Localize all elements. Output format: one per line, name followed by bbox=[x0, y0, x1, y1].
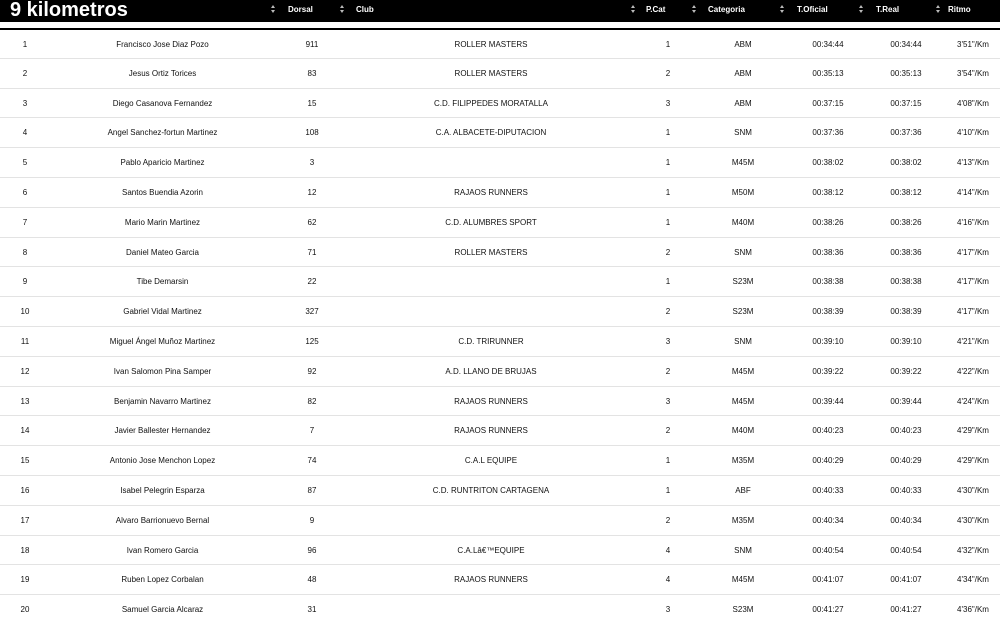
position-cell: 3 bbox=[22, 98, 28, 108]
runner-name-cell: Javier Ballester Hernandez bbox=[114, 426, 211, 436]
pcat-cell: 4 bbox=[665, 575, 671, 585]
runner-name-cell: Francisco Jose Diaz Pozo bbox=[116, 40, 209, 49]
official-time-cell: 00:41:07 bbox=[812, 575, 844, 585]
dorsal-cell: 31 bbox=[307, 605, 317, 615]
table-row[interactable] bbox=[0, 505, 1000, 535]
official-time-cell: 00:38:02 bbox=[812, 158, 844, 168]
pcat-cell: 1 bbox=[665, 485, 671, 495]
table-row[interactable] bbox=[0, 386, 1000, 416]
real-time-cell: 00:35:13 bbox=[890, 68, 922, 78]
pcat-cell: 1 bbox=[665, 187, 671, 197]
pcat-cell: 1 bbox=[665, 158, 671, 168]
club-cell: C.A.Lâ€™EQUIPE bbox=[457, 545, 525, 555]
pcat-cell: 1 bbox=[665, 217, 671, 227]
category-cell: SNM bbox=[734, 128, 752, 138]
dorsal-cell: 71 bbox=[307, 247, 317, 257]
dorsal-cell: 83 bbox=[307, 68, 317, 78]
pace-cell: 4'16"/Km bbox=[957, 217, 989, 227]
category-cell: M35M bbox=[731, 456, 755, 466]
club-cell: ROLLER MASTERS bbox=[454, 40, 528, 49]
category-cell: SNM bbox=[734, 545, 752, 555]
runner-name-cell: Santos Buendia Azorin bbox=[122, 187, 203, 197]
runner-name-cell: Angel Sanchez-fortun Martinez bbox=[107, 128, 218, 138]
pace-cell: 3'54"/Km bbox=[957, 68, 989, 78]
real-time-cell: 00:41:07 bbox=[890, 575, 922, 585]
column-header-ritmo[interactable]: Ritmo bbox=[948, 5, 971, 14]
dorsal-cell: 96 bbox=[307, 545, 317, 555]
club-cell: ROLLER MASTERS bbox=[454, 247, 528, 257]
real-time-cell: 00:39:44 bbox=[890, 396, 922, 406]
table-row[interactable] bbox=[0, 28, 1000, 58]
sort-icon[interactable] bbox=[692, 5, 697, 14]
dorsal-cell: 12 bbox=[307, 187, 317, 197]
category-cell: M40M bbox=[731, 426, 755, 436]
pace-cell: 4'22"/Km bbox=[957, 366, 989, 376]
category-cell: ABF bbox=[735, 485, 751, 495]
column-header-dorsal[interactable]: Dorsal bbox=[288, 5, 313, 14]
pace-cell: 4'10"/Km bbox=[957, 128, 989, 138]
table-row[interactable] bbox=[0, 88, 1000, 118]
category-cell: SNM bbox=[734, 247, 752, 257]
runner-name-cell: Pablo Aparicio Martinez bbox=[120, 158, 205, 168]
pcat-cell: 2 bbox=[665, 426, 671, 436]
table-row[interactable] bbox=[0, 147, 1000, 177]
official-time-cell: 00:37:36 bbox=[812, 128, 844, 138]
table-row[interactable] bbox=[0, 445, 1000, 475]
table-row[interactable] bbox=[0, 415, 1000, 445]
pcat-cell: 2 bbox=[665, 307, 671, 317]
club-cell bbox=[346, 148, 636, 177]
pcat-cell: 1 bbox=[665, 40, 671, 49]
sort-icon[interactable] bbox=[780, 5, 785, 14]
category-cell: M45M bbox=[731, 575, 755, 585]
dorsal-cell: 15 bbox=[307, 98, 317, 108]
real-time-cell: 00:40:29 bbox=[890, 456, 922, 466]
pace-cell: 4'34"/Km bbox=[957, 575, 989, 585]
real-time-cell: 00:37:15 bbox=[890, 98, 922, 108]
official-time-cell: 00:38:26 bbox=[812, 217, 844, 227]
pcat-cell: 2 bbox=[665, 515, 671, 525]
pcat-cell: 2 bbox=[665, 366, 671, 376]
position-cell: 12 bbox=[20, 366, 30, 376]
pace-cell: 4'30"/Km bbox=[957, 485, 989, 495]
category-cell: M40M bbox=[731, 217, 755, 227]
club-cell bbox=[346, 506, 636, 535]
sort-icon[interactable] bbox=[340, 5, 345, 14]
pace-cell: 4'17"/Km bbox=[957, 247, 989, 257]
category-cell: ABM bbox=[734, 68, 752, 78]
pace-cell: 4'32"/Km bbox=[957, 545, 989, 555]
pace-cell: 4'29"/Km bbox=[957, 456, 989, 466]
position-cell: 19 bbox=[20, 575, 30, 585]
runner-name-cell: Diego Casanova Fernandez bbox=[112, 98, 213, 108]
pace-cell: 4'17"/Km bbox=[957, 307, 989, 317]
runner-name-cell: Ivan Salomon Pina Samper bbox=[113, 366, 212, 376]
position-cell: 15 bbox=[20, 456, 30, 466]
dorsal-cell: 74 bbox=[307, 456, 317, 466]
pace-cell: 4'29"/Km bbox=[957, 426, 989, 436]
category-cell: S23M bbox=[732, 307, 754, 317]
sort-icon[interactable] bbox=[631, 5, 636, 14]
position-cell: 7 bbox=[22, 217, 28, 227]
official-time-cell: 00:39:10 bbox=[812, 336, 844, 346]
runner-name-cell: Mario Marin Martinez bbox=[124, 217, 201, 227]
category-cell: M50M bbox=[731, 187, 755, 197]
table-row[interactable] bbox=[0, 207, 1000, 237]
table-row[interactable] bbox=[0, 475, 1000, 505]
club-cell bbox=[346, 595, 636, 624]
sort-icon[interactable] bbox=[271, 5, 276, 14]
pace-cell: 4'14"/Km bbox=[957, 187, 989, 197]
position-cell: 14 bbox=[20, 426, 30, 436]
table-row[interactable] bbox=[0, 326, 1000, 356]
category-cell: S23M bbox=[732, 277, 754, 287]
table-row[interactable] bbox=[0, 356, 1000, 386]
club-cell: C.D. RUNTRITON CARTAGENA bbox=[432, 485, 550, 495]
pcat-cell: 4 bbox=[665, 545, 671, 555]
real-time-cell: 00:38:02 bbox=[890, 158, 922, 168]
table-row[interactable] bbox=[0, 237, 1000, 267]
sort-icon[interactable] bbox=[859, 5, 864, 14]
club-cell bbox=[346, 267, 636, 296]
page-title: 9 kilometros bbox=[10, 0, 128, 21]
dorsal-cell: 87 bbox=[307, 485, 317, 495]
real-time-cell: 00:37:36 bbox=[890, 128, 922, 138]
dorsal-cell: 3 bbox=[309, 158, 315, 168]
runner-name-cell: Isabel Pelegrin Esparza bbox=[120, 485, 205, 495]
table-header-bar bbox=[0, 0, 1000, 22]
pcat-cell: 3 bbox=[665, 396, 671, 406]
table-row[interactable] bbox=[0, 535, 1000, 565]
pace-cell: 4'13"/Km bbox=[957, 158, 989, 168]
dorsal-cell: 9 bbox=[309, 515, 315, 525]
club-cell: A.D. LLANO DE BRUJAS bbox=[445, 366, 537, 376]
position-cell: 20 bbox=[20, 605, 30, 615]
club-cell: RAJAOS RUNNERS bbox=[454, 426, 528, 436]
runner-name-cell: Antonio Jose Menchon Lopez bbox=[109, 456, 216, 466]
official-time-cell: 00:34:44 bbox=[812, 40, 844, 49]
official-time-cell: 00:40:33 bbox=[812, 485, 844, 495]
pcat-cell: 3 bbox=[665, 98, 671, 108]
pcat-cell: 3 bbox=[665, 336, 671, 346]
category-cell: SNM bbox=[734, 336, 752, 346]
official-time-cell: 00:38:38 bbox=[812, 277, 844, 287]
club-cell: C.D. ALUMBRES SPORT bbox=[445, 217, 537, 227]
runner-name-cell: Ruben Lopez Corbalan bbox=[121, 575, 204, 585]
pcat-cell: 2 bbox=[665, 247, 671, 257]
dorsal-cell: 911 bbox=[305, 40, 319, 49]
runner-name-cell: Jesus Ortiz Torices bbox=[128, 68, 197, 78]
club-cell: ROLLER MASTERS bbox=[454, 68, 528, 78]
category-cell: M45M bbox=[731, 396, 755, 406]
club-cell: C.D. TRIRUNNER bbox=[458, 336, 524, 346]
official-time-cell: 00:41:27 bbox=[812, 605, 844, 615]
official-time-cell: 00:35:13 bbox=[812, 68, 844, 78]
table-row[interactable] bbox=[0, 117, 1000, 147]
official-time-cell: 00:40:34 bbox=[812, 515, 844, 525]
real-time-cell: 00:39:22 bbox=[890, 366, 922, 376]
runner-name-cell: Tibe Demarsin bbox=[136, 277, 189, 287]
real-time-cell: 00:38:36 bbox=[890, 247, 922, 257]
real-time-cell: 00:39:10 bbox=[890, 336, 922, 346]
real-time-cell: 00:40:54 bbox=[890, 545, 922, 555]
runner-name-cell: Alvaro Barrionuevo Bernal bbox=[115, 515, 210, 525]
dorsal-cell: 125 bbox=[305, 336, 319, 346]
position-cell: 2 bbox=[22, 68, 28, 78]
table-row[interactable] bbox=[0, 266, 1000, 296]
official-time-cell: 00:39:22 bbox=[812, 366, 844, 376]
column-header-pcat[interactable]: P.Cat bbox=[646, 5, 666, 14]
club-cell: C.D. FILIPPEDES MORATALLA bbox=[434, 98, 548, 108]
dorsal-cell: 7 bbox=[309, 426, 315, 436]
pace-cell: 4'24"/Km bbox=[957, 396, 989, 406]
dorsal-cell: 108 bbox=[305, 128, 319, 138]
category-cell: S23M bbox=[732, 605, 754, 615]
pace-cell: 4'36"/Km bbox=[957, 605, 989, 615]
club-cell: RAJAOS RUNNERS bbox=[454, 396, 528, 406]
category-cell: M45M bbox=[731, 158, 755, 168]
pace-cell: 4'30"/Km bbox=[957, 515, 989, 525]
club-cell: C.A. ALBACETE-DIPUTACION bbox=[435, 128, 547, 138]
position-cell: 16 bbox=[20, 485, 30, 495]
real-time-cell: 00:38:26 bbox=[890, 217, 922, 227]
category-cell: ABM bbox=[734, 40, 752, 49]
column-header-toficial[interactable]: T.Oficial bbox=[797, 5, 828, 14]
real-time-cell: 00:40:33 bbox=[890, 485, 922, 495]
official-time-cell: 00:38:39 bbox=[812, 307, 844, 317]
dorsal-cell: 327 bbox=[305, 307, 319, 317]
official-time-cell: 00:38:12 bbox=[812, 187, 844, 197]
table-row[interactable] bbox=[0, 296, 1000, 326]
dorsal-cell: 48 bbox=[307, 575, 317, 585]
pcat-cell: 3 bbox=[665, 605, 671, 615]
club-cell bbox=[346, 297, 636, 326]
position-cell: 18 bbox=[20, 545, 30, 555]
club-cell: C.A.L EQUIPE bbox=[464, 456, 518, 466]
table-row[interactable] bbox=[0, 177, 1000, 207]
real-time-cell: 00:38:38 bbox=[890, 277, 922, 287]
pcat-cell: 1 bbox=[665, 128, 671, 138]
official-time-cell: 00:40:29 bbox=[812, 456, 844, 466]
real-time-cell: 00:40:34 bbox=[890, 515, 922, 525]
column-header-club[interactable]: Club bbox=[356, 5, 374, 14]
dorsal-cell: 22 bbox=[307, 277, 317, 287]
position-cell: 10 bbox=[20, 307, 30, 317]
position-cell: 5 bbox=[22, 158, 28, 168]
position-cell: 4 bbox=[22, 128, 28, 138]
pcat-cell: 2 bbox=[665, 68, 671, 78]
runner-name-cell: Ivan Romero Garcia bbox=[126, 545, 199, 555]
position-cell: 9 bbox=[22, 277, 28, 287]
results-table bbox=[0, 28, 1000, 624]
real-time-cell: 00:38:39 bbox=[890, 307, 922, 317]
table-row[interactable] bbox=[0, 58, 1000, 88]
pace-cell: 4'17"/Km bbox=[957, 277, 989, 287]
position-cell: 13 bbox=[20, 396, 30, 406]
category-cell: ABM bbox=[734, 98, 752, 108]
runner-name-cell: Samuel Garcia Alcaraz bbox=[121, 605, 204, 615]
pcat-cell: 1 bbox=[665, 277, 671, 287]
pcat-cell: 1 bbox=[665, 456, 671, 466]
position-cell: 6 bbox=[22, 187, 28, 197]
dorsal-cell: 82 bbox=[307, 396, 317, 406]
column-header-categoria[interactable]: Categoria bbox=[708, 5, 745, 14]
real-time-cell: 00:38:12 bbox=[890, 187, 922, 197]
category-cell: M35M bbox=[731, 515, 755, 525]
real-time-cell: 00:40:23 bbox=[890, 426, 922, 436]
dorsal-cell: 92 bbox=[307, 366, 317, 376]
table-row[interactable] bbox=[0, 594, 1000, 624]
position-cell: 8 bbox=[22, 247, 28, 257]
position-cell: 17 bbox=[20, 515, 30, 525]
category-cell: M45M bbox=[731, 366, 755, 376]
pace-cell: 3'51"/Km bbox=[957, 40, 989, 49]
club-cell: RAJAOS RUNNERS bbox=[454, 187, 528, 197]
official-time-cell: 00:38:36 bbox=[812, 247, 844, 257]
column-header-treal[interactable]: T.Real bbox=[876, 5, 900, 14]
runner-name-cell: Gabriel Vidal Martinez bbox=[123, 307, 202, 317]
official-time-cell: 00:37:15 bbox=[812, 98, 844, 108]
dorsal-cell: 62 bbox=[307, 217, 317, 227]
table-row[interactable] bbox=[0, 564, 1000, 594]
position-cell: 1 bbox=[22, 40, 28, 49]
pace-cell: 4'21"/Km bbox=[957, 336, 989, 346]
position-cell: 11 bbox=[20, 336, 30, 346]
club-cell: RAJAOS RUNNERS bbox=[454, 575, 528, 585]
pace-cell: 4'08"/Km bbox=[957, 98, 989, 108]
official-time-cell: 00:40:23 bbox=[812, 426, 844, 436]
runner-name-cell: Daniel Mateo Garcia bbox=[126, 247, 199, 257]
sort-icon[interactable] bbox=[936, 5, 941, 14]
official-time-cell: 00:40:54 bbox=[812, 545, 844, 555]
runner-name-cell: Benjamin Navarro Martinez bbox=[114, 396, 211, 406]
real-time-cell: 00:34:44 bbox=[890, 40, 922, 49]
runner-name-cell: Miguel Ángel Muñoz Martinez bbox=[109, 336, 216, 346]
real-time-cell: 00:41:27 bbox=[890, 605, 922, 615]
official-time-cell: 00:39:44 bbox=[812, 396, 844, 406]
